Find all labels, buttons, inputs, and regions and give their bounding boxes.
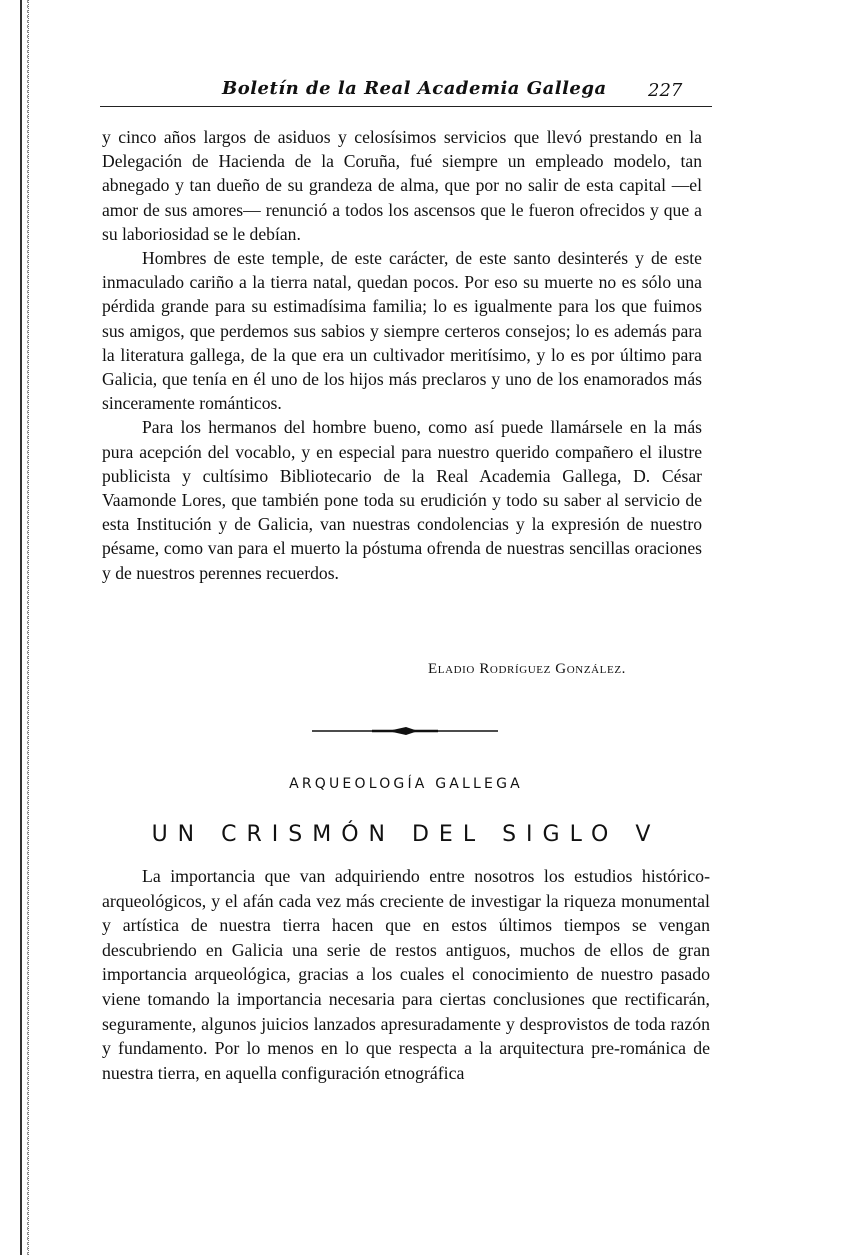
- running-header: [100, 76, 712, 107]
- page-edge-shadow: [27, 0, 29, 1255]
- page-number: 227: [648, 80, 683, 101]
- obituary-paragraph: Hombres de este temple, de este carácter, de este santo desinterés y de este inmaculado cariño a la tierra natal, quedan pocos. Por eso su muerte no es sólo una pérdida grande para su estimadísima familia; lo es igualmente para los que fuimos sus amigos, que perdemos sus sabios y siempre certeros consejos; lo es además para la literatura gallega, de la que era un cultivador meritísimo, y lo es por último para Galicia, que tenía en él uno de los hijos más preclaros y uno de los enamorados más sinceramente románticos.: [102, 248, 702, 414]
- running-title: Boletín de la Real Academia Gallega: [222, 78, 607, 99]
- article-title: UN CRISMÓN DEL SIGLO V: [151, 822, 661, 847]
- ornament-divider: [312, 724, 498, 738]
- obituary-paragraph: y cinco años largos de asiduos y celosísimos servicios que llevó prestando en la Delegación de Hacienda de la Coruña, fué siempre un empleado modelo, tan abnegado y tan dueño de su grandeza de alma, que por no salir de esta capital —el amor de sus amores— renunció a todos los ascensos que le fueron ofrecidos y que a su laboriosidad se le debían.: [102, 127, 702, 244]
- article-paragraph: La importancia que van adquiriendo entre nosotros los estudios histórico-arqueológicos, y el afán cada vez más creciente de investigar la riqueza monumental y artística de nuestra tierra hacen que en estos últimos tiempos se vengan descubriendo en Galicia una serie de restos antiguos, muchos de ellos de gran importancia arqueológica, gracias a los cuales el conocimiento de nuestro pasado viene tomando la importancia necesaria para ciertas conclusiones que rectificarán, seguramente, algunos juicios lanzados apresuradamente y desprovistos de toda razón y fundamento. Por lo menos en lo que respecta a la arquitectura pre-románica de nuestra tierra, en aquella configuración etnográfica: [102, 866, 710, 1083]
- author-signature: Eladio Rodríguez González.: [428, 661, 626, 677]
- obituary-text: [102, 125, 702, 585]
- page-edge: [20, 0, 29, 1255]
- obituary-paragraph: Para los hermanos del hombre bueno, como así puede llamársele en la más pura acepción del vocablo, y en especial para nuestro querido compañero el ilustre publicista y cultísimo Bibliotecario de la Real Academia Gallega, D. César Vaamonde Lores, que también pone toda su erudición y todo su saber al servicio de esta Institución y de Galicia, van nuestras condolencias y la expresión de nuestro pésame, como van para el muerto la póstuma ofrenda de nuestras sencillas oraciones y de nuestros perennes recuerdos.: [102, 417, 702, 583]
- section-label: ARQUEOLOGÍA GALLEGA: [289, 776, 523, 792]
- article-body: [102, 864, 710, 1085]
